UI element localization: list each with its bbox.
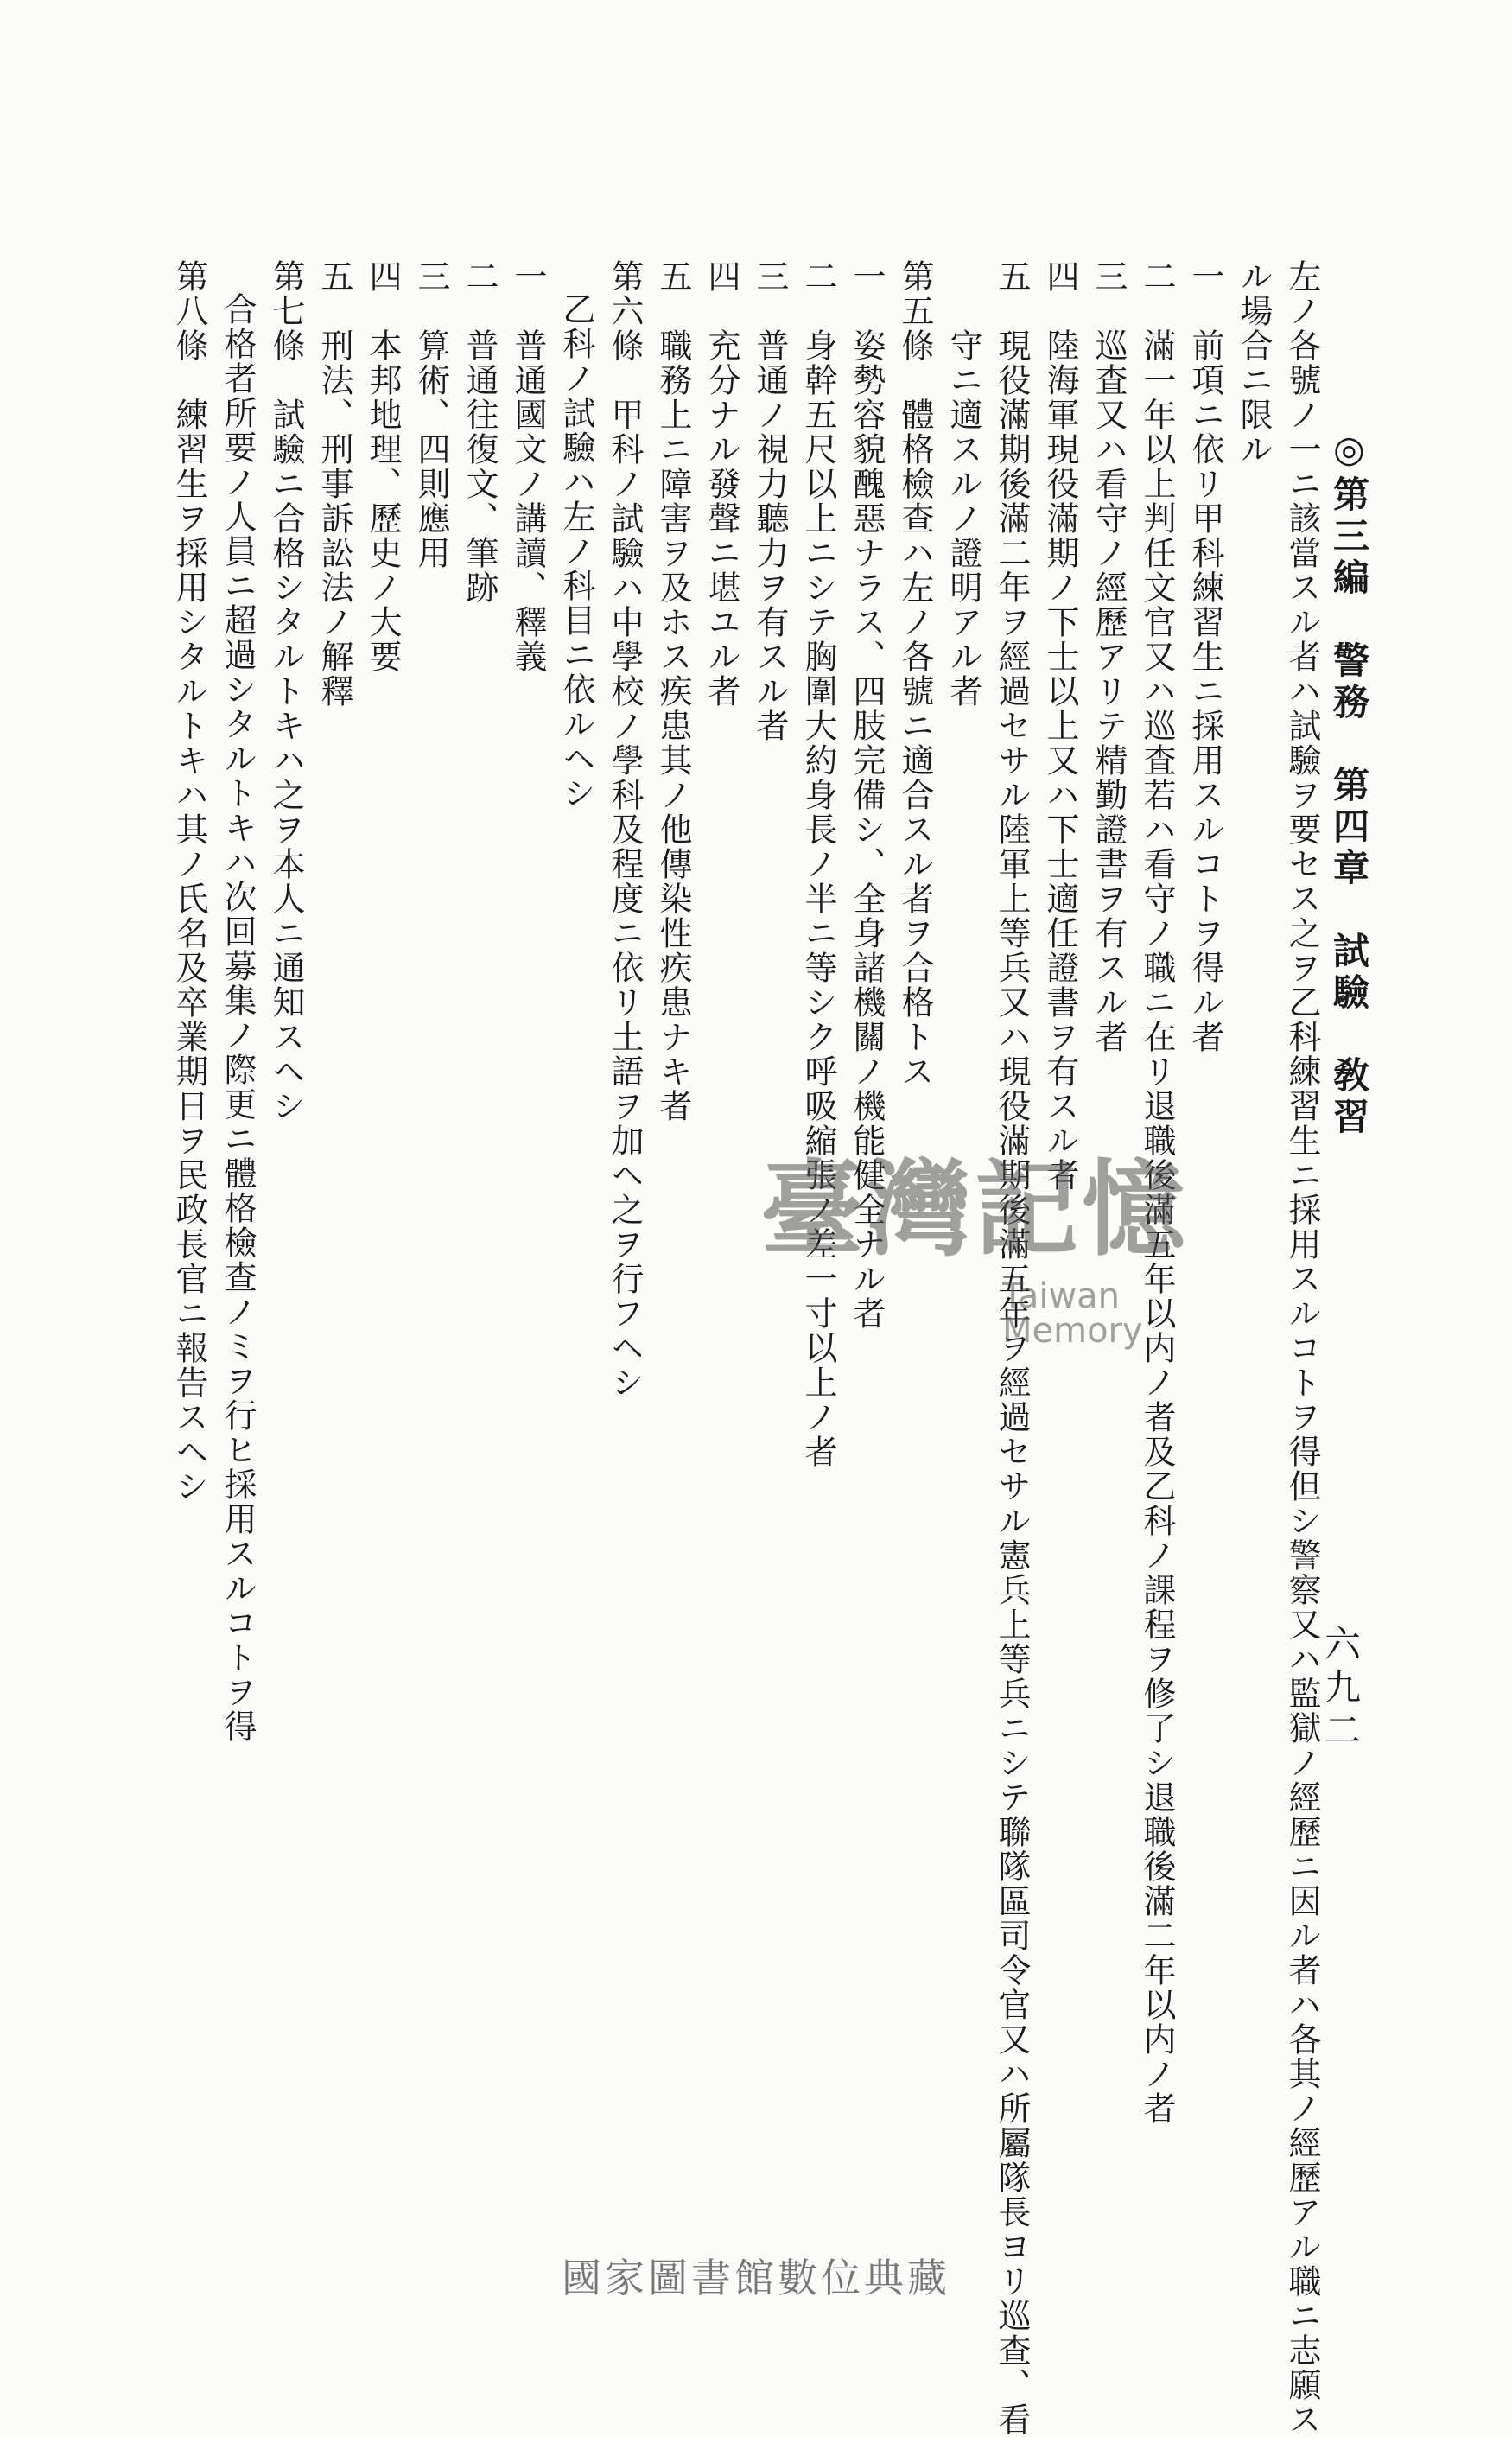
text-column: 四 陸海軍現役滿期ノ下士以上又ハ下士適任證書ヲ有スル者 <box>1041 259 1079 1193</box>
watermark-main: 臺灣記憶 <box>760 1149 1189 1270</box>
page-number: 六九二 <box>1319 1625 1362 1754</box>
text-column: 五 職務上ニ障害ヲ及ホス疾患其ノ他傳染性疾患ナキ者 <box>654 259 692 1123</box>
text-column: 第六條 甲科ノ試驗ハ中學校ノ學科及程度ニ依リ土語ヲ加ヘ之ヲ行フヘシ <box>606 259 644 1400</box>
text-column: 三 巡査又ハ看守ノ經歷アリテ精勤證書ヲ有スル者 <box>1090 259 1128 1054</box>
text-column: ル場合ニ限ル <box>1235 259 1273 467</box>
text-column: 合格者所要ノ人員ニ超過シタルトキハ次回募集ノ際更ニ體格檢查ノミヲ行ヒ採用スルコトヲ得 <box>219 292 257 1744</box>
text-column: 三 算術、四則應用 <box>412 259 450 570</box>
text-column: 乙科ノ試驗ハ左ノ科目ニ依ルヘシ <box>557 292 595 811</box>
text-column: 三 普通ノ視力聽力ヲ有スル者 <box>751 259 789 743</box>
text-column: 一 前項ニ依リ甲科練習生ニ採用スルコトヲ得ル者 <box>1186 259 1224 1054</box>
text-column: 第五條 體格檢查ハ左ノ各號ニ適合スル者ヲ合格トス <box>896 259 934 1089</box>
text-column: 左ノ各號ノ一ニ該當スル者ハ試驗ヲ要セス之ヲ乙科練習生ニ採用スルコトヲ得但シ警察又ハ監獄ノ經歷ニ因ル者ハ各其ノ經歷アル職ニ志願ス <box>1283 259 1321 2437</box>
text-column: 五 刑法、刑事訴訟法ノ解釋 <box>315 259 353 709</box>
text-column: 第七條 試驗ニ合格シタルトキハ之ヲ本人ニ通知スヘシ <box>267 259 305 1123</box>
text-column: 二 滿一年以上判任文官又ハ巡査若ハ看守ノ職ニ在リ退職後滿五年以内ノ者及乙科ノ課程ヲ修了シ退職後滿二年以内ノ者 <box>1138 259 1176 2126</box>
text-column: 二 身幹五尺以上ニシテ胸圍大約身長ノ半ニ等シク呼吸縮張ノ差一寸以上ノ者 <box>799 259 837 1469</box>
text-column: 五 現役滿期後滿二年ヲ經過セサル陸軍上等兵又ハ現役滿期後滿五年ヲ經過セサル憲兵上等兵ニシテ聯隊區司令官又ハ所屬隊長ヨリ巡查、看 <box>993 259 1031 2437</box>
text-column: 一 普通國文ノ講讀、釋義 <box>509 259 547 674</box>
footer-credit: 國家圖書館數位典藏 <box>562 2255 950 2301</box>
running-head: ◎第三編 警務 第四章 試驗 敎習 <box>1328 428 1370 1139</box>
text-column: 四 本邦地理、歷史ノ大要 <box>364 259 402 674</box>
text-column: 四 充分ナル發聲ニ堪ユル者 <box>702 259 740 709</box>
watermark-sub: Taiwan Memory <box>1002 1276 1143 1351</box>
text-column: 第八條 練習生ヲ採用シタルトキハ其ノ氏名及卒業期日ヲ民政長官ニ報告スヘシ <box>170 259 208 1504</box>
text-column: 一 姿勢容貌醜惡ナラス、四肢完備シ、全身諸機關ノ機能健全ナル者 <box>848 259 886 1331</box>
text-column: 守ニ適スルノ證明アル者 <box>944 328 982 709</box>
text-column: 二 普通往復文、筆跡 <box>461 259 499 605</box>
